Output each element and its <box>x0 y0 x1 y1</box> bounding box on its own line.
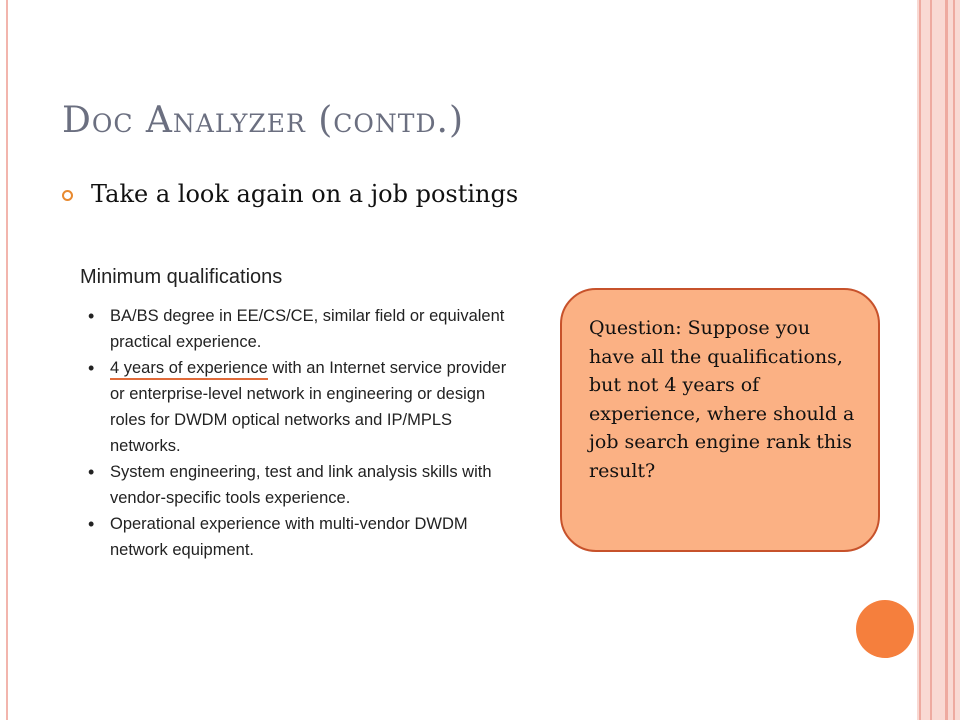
slide-title: Doc Analyzer (contd.) <box>62 100 465 141</box>
stripe-line <box>945 0 948 720</box>
stripe-line <box>953 0 955 720</box>
bullet-text: Take a look again on a job postings <box>91 180 519 208</box>
qualification-item-rest: with an Internet service provider or enterprise-level network in engineering or design roles for DWDM optical networks and IP/MPLS networks. <box>110 359 507 455</box>
job-posting-excerpt <box>78 262 508 563</box>
qualification-item: • Operational experience with multi-vendor DWDM network equipment. <box>78 511 508 563</box>
qualification-item: • BA/BS degree in EE/CS/CE, similar field or equivalent practical experience. <box>78 303 508 355</box>
left-border-rule <box>6 0 8 720</box>
stripe-line <box>919 0 921 720</box>
bullet-circle-icon <box>62 190 73 201</box>
qualifications-heading: Minimum qualifications <box>80 266 283 288</box>
question-callout: Question: Suppose you have all the qualifications, but not 4 years of experience, where should a job search engine rank this result? <box>560 288 880 552</box>
slide-bullet <box>62 180 518 208</box>
stripe-line <box>930 0 932 720</box>
qualifications-list <box>78 303 508 563</box>
qualification-item <box>78 355 508 459</box>
decorative-orange-circle <box>856 600 914 658</box>
qualification-item: • System engineering, test and link analysis skills with vendor-specific tools experience. <box>78 459 508 511</box>
underlined-phrase: 4 years of experience <box>110 359 268 380</box>
